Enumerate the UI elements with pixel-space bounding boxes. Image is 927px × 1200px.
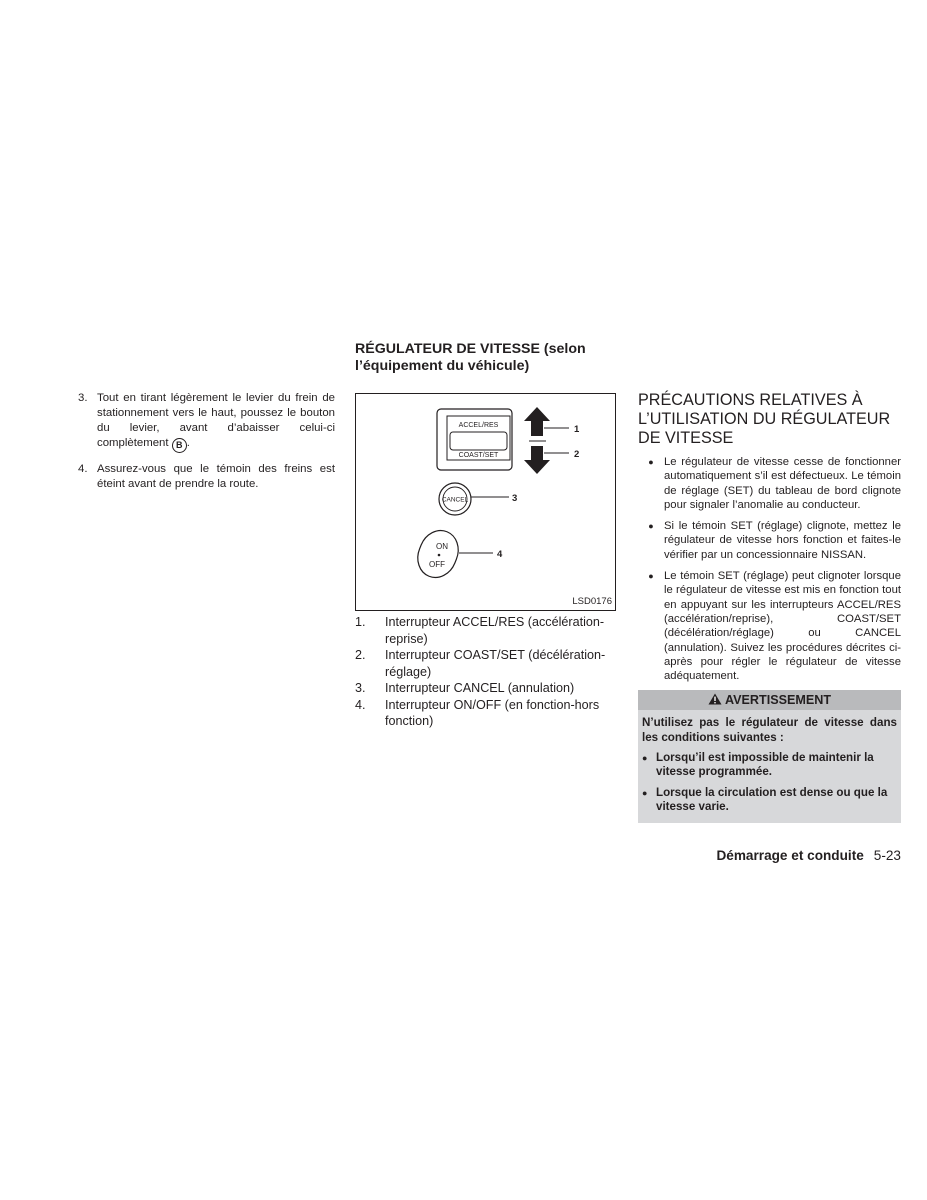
precautions-heading — [638, 391, 901, 448]
bullet-text: Si le témoin SET (réglage) clignote, mettez le régulateur de vitesse hors fonction et faites-le vérifier par un concessionnaire NISSAN. — [664, 520, 901, 561]
cruise-control-figure — [355, 393, 616, 611]
section-heading-line: l’équipement du véhicule) — [355, 358, 530, 374]
page-footer — [716, 848, 901, 863]
list-number: 1. — [355, 615, 366, 629]
precautions-heading-line: PRÉCAUTIONS RELATIVES À — [638, 391, 863, 409]
warning-header — [638, 690, 901, 710]
warning-item-text: Lorsqu’il est impossible de maintenir la vitesse programmée. — [656, 751, 874, 779]
bullet-icon: ● — [642, 787, 648, 798]
switch-rocker — [450, 432, 507, 450]
precautions-heading-line: L’UTILISATION DU RÉGULATEUR — [638, 410, 891, 428]
bullet-item — [638, 569, 901, 683]
step-item — [78, 462, 335, 492]
arrow-down-icon — [524, 446, 550, 474]
bullet-item — [638, 455, 901, 512]
switch-diagram — [356, 394, 617, 612]
list-text: Interrupteur CANCEL (annulation) — [385, 681, 575, 695]
coast-set-label: COAST/SET — [458, 452, 499, 459]
warning-triangle-icon — [708, 693, 722, 705]
warning-box — [638, 690, 901, 823]
step-number: 4. — [78, 463, 88, 475]
arrow-up-icon — [524, 407, 550, 436]
warning-body — [638, 710, 901, 814]
callout-2: 2 — [574, 449, 580, 460]
callout-1: 1 — [574, 424, 580, 435]
on-off-dot — [438, 554, 441, 557]
figure-legend-list — [355, 614, 620, 730]
warning-item — [642, 751, 897, 780]
list-text: Interrupteur ACCEL/RES (accélération-reprise) — [385, 615, 605, 646]
page-number: 5-23 — [873, 848, 901, 863]
warning-item-text: Lorsque la circulation est dense ou que la vitesse varie. — [656, 785, 888, 813]
step-text: Assurez-vous que le témoin des freins est éteint avant de prendre la route. — [97, 463, 335, 490]
list-number: 3. — [355, 681, 366, 695]
list-number: 4. — [355, 697, 366, 712]
step-number: 3. — [78, 392, 88, 404]
step-text — [97, 391, 335, 453]
precautions-heading-line: DE VITESSE — [638, 429, 734, 447]
callout-4: 4 — [497, 549, 503, 560]
bullet-item — [638, 519, 901, 562]
list-item — [355, 680, 620, 697]
step-item — [78, 391, 335, 453]
callout-b-icon: B — [172, 438, 187, 453]
left-column — [78, 391, 335, 501]
list-number: 2. — [355, 648, 366, 662]
list-item — [355, 614, 620, 647]
on-label: ON — [436, 542, 448, 551]
list-text: Interrupteur COAST/SET (décélération-réglage) — [385, 648, 606, 679]
list-item — [355, 647, 620, 680]
list-item — [355, 697, 620, 730]
cancel-label: CANCEL — [441, 496, 469, 504]
warning-title: AVERTISSEMENT — [724, 693, 832, 708]
section-heading-line: RÉGULATEUR DE VITESSE (selon — [355, 341, 586, 357]
callout-3: 3 — [512, 493, 518, 504]
figure-code: LSD0176 — [572, 596, 612, 607]
step-tail: . — [186, 437, 190, 449]
warning-item — [642, 786, 897, 815]
bullet-icon: ● — [648, 521, 654, 532]
right-column — [638, 391, 901, 823]
bullet-icon: ● — [648, 457, 654, 467]
step-body: Tout en tirant légèrement le levier du frein de stationnement vers le haut, poussez le bouton du levier, avant d’abaisser celui-ci complètement — [97, 392, 335, 449]
bullet-icon: ● — [642, 753, 648, 764]
off-label: OFF — [429, 560, 445, 569]
bullet-text: Le régulateur de vitesse cesse de fonctionner automatiquement s’il est défectueux. Le témoin de réglage (SET) du tableau de bord clignote pour signaler l’anomalie au conducteur. — [664, 456, 901, 511]
on-off-switch — [411, 525, 464, 584]
warning-intro: N’utilisez pas le régulateur de vitesse dans les conditions suivantes : — [642, 716, 897, 744]
list-text: Interrupteur ON/OFF (en fonction-hors fonction) — [385, 697, 600, 728]
accel-res-label: ACCEL/RES — [458, 422, 499, 429]
footer-section: Démarrage et conduite — [716, 848, 864, 863]
bullet-icon: ● — [648, 571, 654, 582]
bullet-text: Le témoin SET (réglage) peut clignoter lorsque le régulateur de vitesse est mis en fonction tout en appuyant sur les interrupteurs ACCEL/RES (accélération/reprise), COAST/SET (décélération/réglage) ou CANCEL (annulation). Suivez les procédures décrites ci-après pour régler le régulateur de vitesse adéquatement. — [664, 570, 901, 683]
section-heading — [355, 341, 625, 375]
